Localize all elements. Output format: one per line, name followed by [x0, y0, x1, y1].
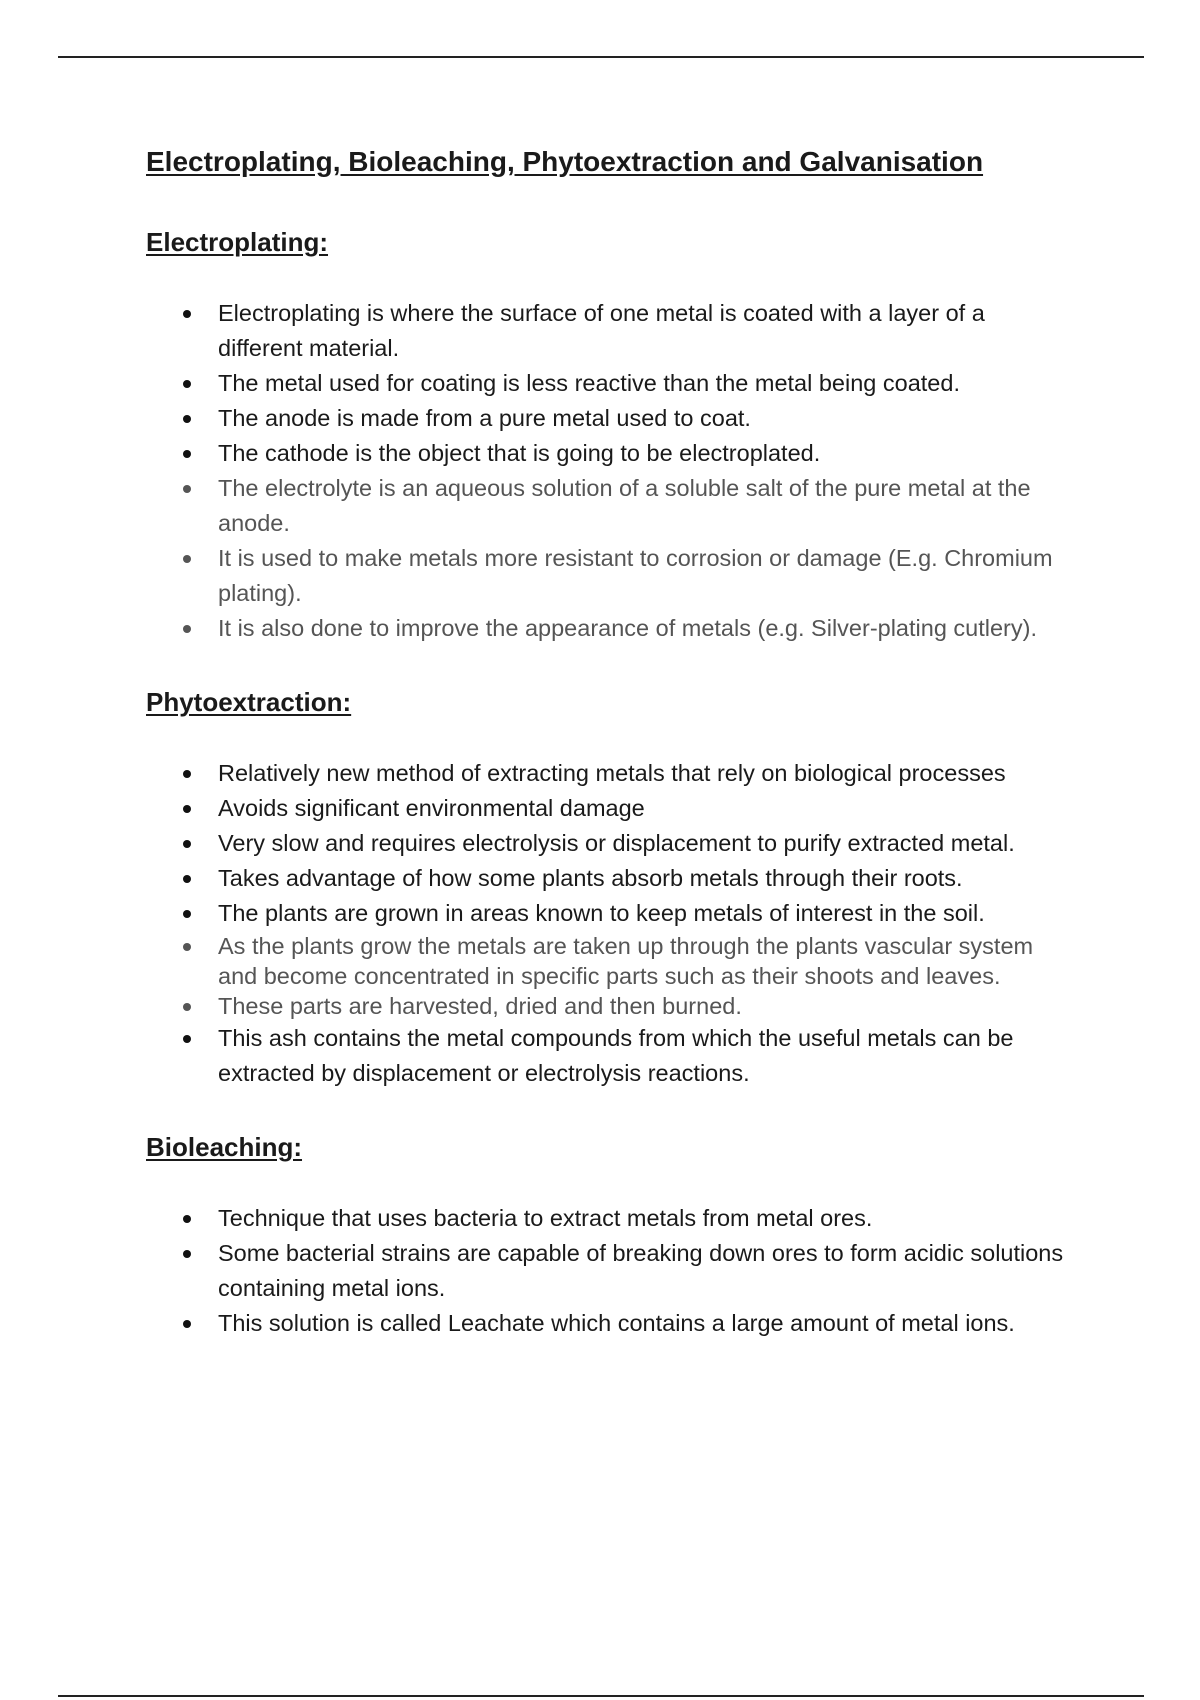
bullet-icon — [183, 625, 191, 633]
list-item: These parts are harvested, dried and then burned. — [146, 991, 1066, 1021]
list-item: Some bacterial strains are capable of breaking down ores to form acidic solutions containing metal ions. — [146, 1236, 1066, 1306]
list-item: Avoids significant environmental damage — [146, 791, 1066, 826]
bullet-icon — [183, 875, 191, 883]
bullet-icon — [183, 1250, 191, 1258]
bullet-icon — [183, 910, 191, 918]
bullet-icon — [183, 1320, 191, 1328]
list-item: Very slow and requires electrolysis or displacement to purify extracted metal. — [146, 826, 1066, 861]
list-item: It is used to make metals more resistant to corrosion or damage (E.g. Chromium plating). — [146, 541, 1066, 611]
section-heading-phytoextraction: Phytoextraction: — [146, 687, 352, 717]
bullet-icon — [183, 485, 191, 493]
bullet-icon — [183, 805, 191, 813]
list-item: This solution is called Leachate which contains a large amount of metal ions. — [146, 1306, 1066, 1341]
document-title: Electroplating, Bioleaching, Phytoextraction and Galvanisation — [146, 146, 984, 177]
bullet-icon — [183, 380, 191, 388]
bullet-icon — [183, 450, 191, 458]
bullet-icon — [183, 840, 191, 848]
list-item: Takes advantage of how some plants absorb metals through their roots. — [146, 861, 1066, 896]
phytoextraction-list — [146, 756, 1066, 1091]
list-item: It is also done to improve the appearance of metals (e.g. Silver-plating cutlery). — [146, 611, 1066, 646]
top-rule — [58, 56, 1144, 58]
bullet-icon — [183, 1003, 191, 1011]
bioleaching-list — [146, 1201, 1066, 1341]
list-item: The anode is made from a pure metal used to coat. — [146, 401, 1066, 436]
bottom-rule — [58, 1695, 1144, 1697]
list-item: Technique that uses bacteria to extract metals from metal ores. — [146, 1201, 1066, 1236]
bullet-icon — [183, 1215, 191, 1223]
list-item: The plants are grown in areas known to keep metals of interest in the soil. — [146, 896, 1066, 931]
bullet-icon — [183, 310, 191, 318]
list-item: Relatively new method of extracting metals that rely on biological processes — [146, 756, 1066, 791]
section-heading-electroplating: Electroplating: — [146, 227, 329, 257]
list-item: Electroplating is where the surface of one metal is coated with a layer of a different material. — [146, 296, 1066, 366]
list-item: The electrolyte is an aqueous solution of a soluble salt of the pure metal at the anode. — [146, 471, 1066, 541]
electroplating-list — [146, 296, 1066, 646]
bullet-icon — [183, 415, 191, 423]
document-body — [146, 142, 1066, 1379]
bullet-icon — [183, 770, 191, 778]
bullet-icon — [183, 943, 191, 951]
list-item: This ash contains the metal compounds from which the useful metals can be extracted by displacement or electrolysis reactions. — [146, 1021, 1066, 1091]
bullet-icon — [183, 1035, 191, 1043]
list-item: The metal used for coating is less reactive than the metal being coated. — [146, 366, 1066, 401]
section-heading-bioleaching: Bioleaching: — [146, 1132, 303, 1162]
list-item: As the plants grow the metals are taken up through the plants vascular system and become concentrated in specific parts such as their shoots and leaves. — [146, 931, 1066, 991]
list-item: The cathode is the object that is going to be electroplated. — [146, 436, 1066, 471]
bullet-icon — [183, 555, 191, 563]
